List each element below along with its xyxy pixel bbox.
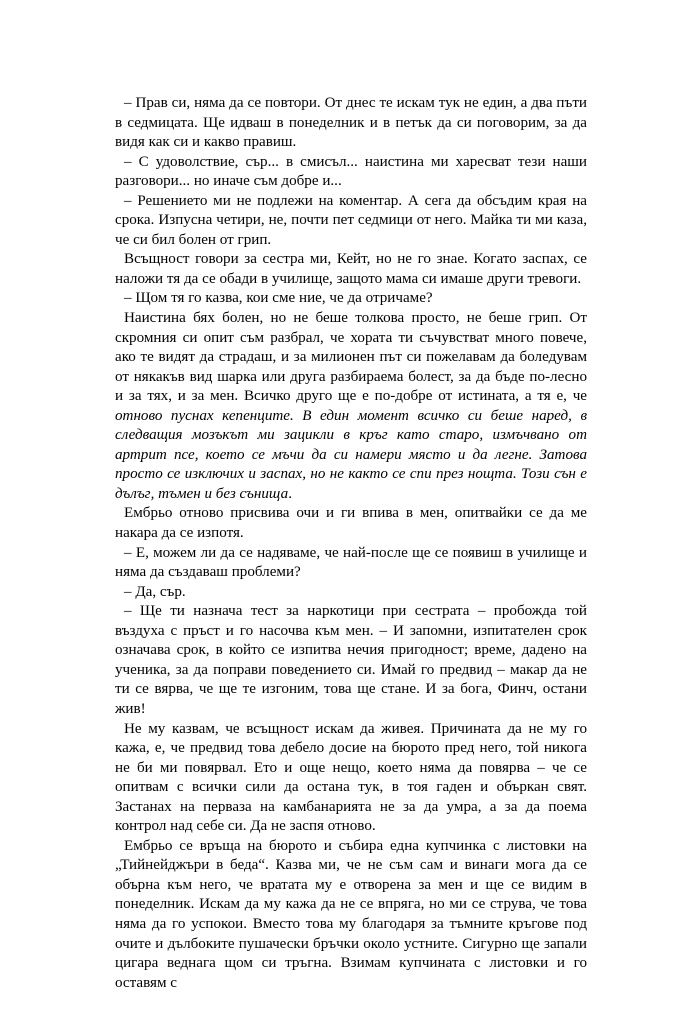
- paragraph-10: – Ще ти назнача тест за наркотици при сестрата – пробожда той въздуха с пръст и го насочва към мен. – И запомни, изпитателен срок означава срок, в който се изпитва нечия пригодност; време, дадено на ученика, за да поправи поведението си. Имай го предвид – макар да не ти се вярва, че ще те изгоним, това ще стане. И за бога, Финч, остани жив!: [115, 603, 587, 717]
- paragraph-1: – Прав си, няма да се повтори. От днес те искам тук не един, а два пъти в седмицата. Ще идваш в понеделник и в петък да си поговорим, за да видя как си и какво правиш.: [115, 95, 587, 151]
- paragraph-3: – Решението ми не подлежи на коментар. А сега да обсъдим края на срока. Изпусна четири, не, почти пет седмици от него. Майка ти ми каза, че си бил болен от грип.: [115, 192, 587, 248]
- paragraph-9: – Да, сър.: [124, 583, 186, 600]
- paragraph-2: – С удоволствие, сър... в смисъл... наистина ми харесват тези наши разговори... но иначе съм добре и...: [115, 153, 587, 190]
- paragraph-6-start: Наистина бях болен, но не беше толкова просто, не беше грип. От скромния си опит съм разбрал, че хората ти съчувстват много повече, ако те видят да страдаш, и за милионен път си пожелавам да боледувам от някакъв вид шарка или друга разбираема болест, за да бъде по-лесно и за тях, и за мен. Всичко друго ще е по-добре от истината, а тя е, че: [115, 310, 587, 405]
- paragraph-11: Не му казвам, че всъщност искам да живея. Причината да не му го кажа, е, че предвид това дебело досие на бюрото пред него, той никога не би ми повярвал. Ето и още нещо, което няма да повярва – че се опитвам с всички сили да остана тук, в тоя гаден и объркан свят. Застанах на перваза на камбанарията не за да умра, а за да поема контрол над себе си. Да не заспя отново.: [115, 720, 587, 835]
- paragraph-5: – Щом тя го казва, кои сме ние, че да отричаме?: [124, 290, 433, 307]
- book-page: [115, 94, 587, 993]
- paragraph-12: Ембрьо се връща на бюрото и събира една купчинка с листовки на „Тийнейджъри в беда“. Казва ми, че не съм сам и винаги мога да се обърна към него, че вратата му е отворена за мен и ще се видим в понеделник. Искам да му кажа да не се впряга, но ми се струва, че това няма да го успокои. Вместо това му благодаря за тъмните кръгове под очите и дълбоките пушачески бръчки около устните. Сигурно ще запали цигара веднага щом си тръгна. Взимам купчината с листовки и го оставям с: [115, 837, 587, 991]
- paragraph-6-end: .: [288, 485, 292, 502]
- paragraph-7: Ембрьо отново присвива очи и ги впива в мен, опитвайки се да ме накара да се изпотя.: [115, 505, 587, 542]
- paragraph-6: [115, 309, 587, 504]
- paragraph-4: Всъщност говори за сестра ми, Кейт, но не го знае. Когато заспах, се наложи тя да се обади в училище, защото мама си имаше други тревоги.: [115, 251, 587, 287]
- paragraph-8: – Е, можем ли да се надяваме, че най-после ще се появиш в училище и няма да създаваш проблеми?: [115, 544, 587, 581]
- paragraph-6-italic: отново пуснах кепенците. В един момент всичко си беше наред, в следващия мозъкът ми зацикли в кръг като старо, измъчвано от артрит псе, което се мъчи да си намери място и да легне. Затова просто се изключих и заспах, но не както се спи през нощта. Този сън е дълъг, тъмен и без сънища: [115, 407, 587, 502]
